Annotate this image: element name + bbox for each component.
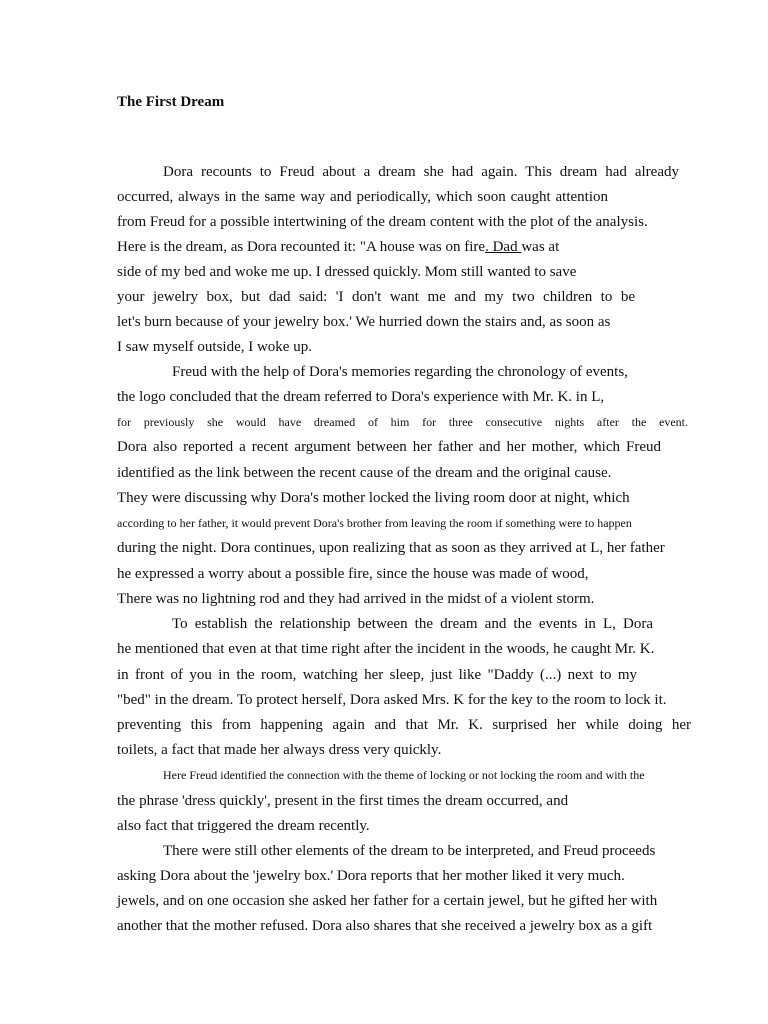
text-line: according to her father, it would prevent Dora's brother from leaving the room if something were to happen	[117, 516, 632, 530]
text-line: identified as the link between the recent cause of the dream and the original cause.	[117, 465, 612, 481]
text-line: Dora also reported a recent argument between her father and her mother, which Freud	[117, 439, 661, 455]
text-line: Here Freud identified the connection with the theme of locking or not locking the room and with the	[163, 768, 645, 782]
text-line: toilets, a fact that made her always dress very quickly.	[117, 742, 442, 758]
text-line: preventing this from happening again and that Mr. K. surprised her while doing her	[117, 717, 691, 733]
text-line: Dora recounts to Freud about a dream she had again. This dream had already	[163, 164, 679, 180]
text-segment: Here is the dream, as Dora recounted it: "A house was on fire	[117, 239, 486, 255]
text-line: "bed" in the dream. To protect herself, Dora asked Mrs. K for the key to the room to lock it.	[117, 692, 667, 708]
text-line: let's burn because of your jewelry box.' We hurried down the stairs and, as soon as	[117, 314, 611, 330]
text-line: from Freud for a possible intertwining of the dream content with the plot of the analysis.	[117, 214, 648, 230]
text-line: jewels, and on one occasion she asked her father for a certain jewel, but he gifted her with	[117, 893, 658, 909]
underlined-text: . Dad	[485, 239, 522, 255]
text-line: another that the mother refused. Dora also shares that she received a jewelry box as a gift	[117, 918, 653, 934]
text-line: he mentioned that even at that time right after the incident in the woods, he caught Mr. K.	[117, 641, 655, 657]
text-line: occurred, always in the same way and periodically, which soon caught attention	[117, 189, 608, 205]
text-line: the logo concluded that the dream referred to Dora's experience with Mr. K. in L,	[117, 389, 605, 405]
text-line: your jewelry box, but dad said: 'I don't want me and my two children to be	[117, 289, 635, 305]
text-segment: was at	[521, 239, 560, 255]
text-line: he expressed a worry about a possible fire, since the house was made of wood,	[117, 566, 589, 582]
text-line: They were discussing why Dora's mother locked the living room door at night, which	[117, 490, 630, 506]
text-line: asking Dora about the 'jewelry box.' Dora reports that her mother liked it very much.	[117, 868, 625, 884]
text-line: Freud with the help of Dora's memories regarding the chronology of events,	[172, 364, 628, 380]
text-line: during the night. Dora continues, upon realizing that as soon as they arrived at L, her father	[117, 540, 665, 556]
text-line	[117, 237, 559, 257]
text-line: the phrase 'dress quickly', present in the first times the dream occurred, and	[117, 793, 569, 809]
text-line: in front of you in the room, watching her sleep, just like "Daddy (...) next to my	[117, 667, 637, 683]
text-line: There was no lightning rod and they had arrived in the midst of a violent storm.	[117, 591, 595, 607]
text-line: There were still other elements of the dream to be interpreted, and Freud proceeds	[163, 843, 656, 859]
document-title: The First Dream	[117, 94, 225, 110]
text-line: for previously she would have dreamed of him for three consecutive nights after the event.	[117, 415, 688, 429]
text-line: side of my bed and woke me up. I dressed quickly. Mom still wanted to save	[117, 264, 577, 280]
text-line: also fact that triggered the dream recently.	[117, 818, 370, 834]
text-line: To establish the relationship between the dream and the events in L, Dora	[172, 616, 653, 632]
text-line: I saw myself outside, I woke up.	[117, 339, 312, 355]
